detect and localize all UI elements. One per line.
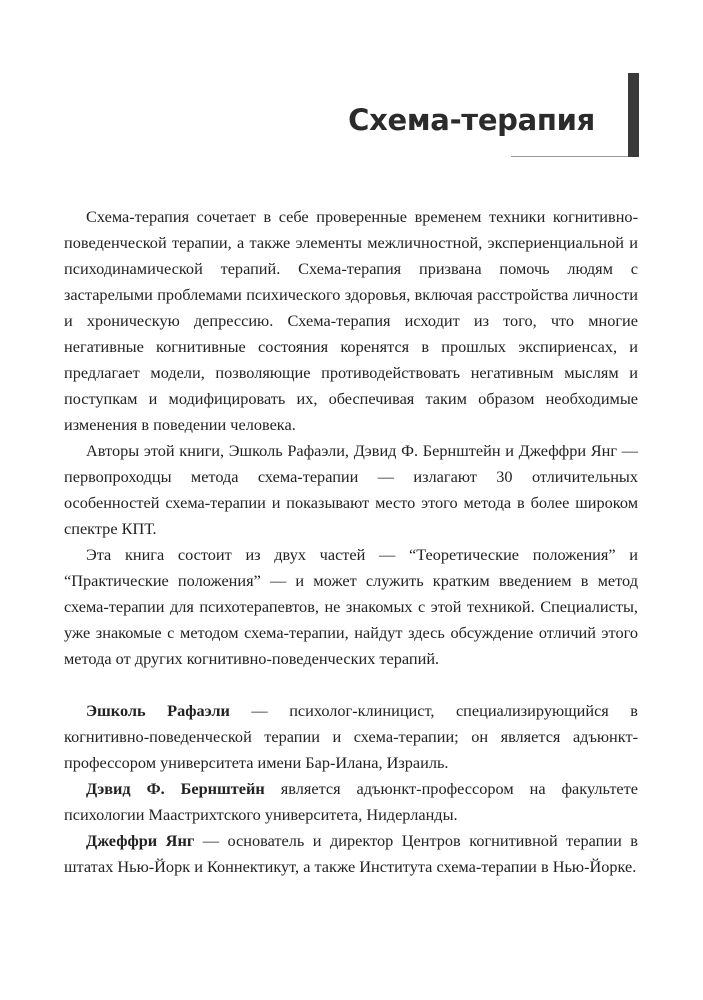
author-name: Дэвид Ф. Бернштейн — [86, 779, 265, 798]
description-paragraph-1: Схема-терапия сочетает в себе проверенные временем техники когнитивно-поведенческой терапии, а также элементы межличностной, экспериенциальной и психодинамической терапий. Схема-терапия призвана помочь людям с застарелыми проблемами психического здоровья, включая расстройства личности и хроническую депрессию. Схема-терапия исходит из того, что многие негативные когнитивные состояния коренятся в прошлых экспириенсах, и предлагает модели, позволяющие противодействовать негативным мыслям и поступкам и модифицировать их, обеспечивая таким образом необходимые изменения в поведении человека. — [64, 207, 638, 434]
author-description: — психолог-клиницист, специализирующийся в когнитивно-поведенческой терапии и схема-терапии; он является адъюнкт-профессором университета имени Бар-Илана, Израиль. — [64, 701, 638, 772]
description-paragraph-2: Авторы этой книги, Эшколь Рафаэли, Дэвид Ф. Бернштейн и Джеффри Янг — первопроходцы метода схема-терапии — излагают 30 отличительных особенностей схема-терапии и показывают место этого метода в более широком спектре КПТ. — [64, 441, 638, 538]
author-description: — основатель и директор Центров когнитивной терапии в штатах Нью-Йорк и Коннектикут, а также Института схема-терапии в Нью-Йорке. — [64, 831, 638, 876]
author-bio-young — [64, 828, 638, 880]
author-bio-rafaeli — [64, 698, 638, 776]
author-name: Эшколь Рафаэли — [86, 701, 230, 720]
page-title: Схема-терапия — [348, 103, 595, 137]
title-underline — [511, 156, 629, 157]
author-bios-block — [64, 698, 638, 880]
description-paragraph-3: Эта книга состоит из двух частей — “Теоретические положения” и “Практические положения” — и может служить кратким введением в метод схема-терапии для психотерапевтов, не знакомых с этой техникой. Специалисты, уже знакомые с методом схема-терапии, найдут здесь обсуждение отличий этого метода от других когнитивно-поведенческих терапий. — [64, 545, 638, 668]
author-bio-bernstein — [64, 776, 638, 828]
title-accent-bar — [628, 73, 639, 157]
description-block — [64, 204, 638, 672]
author-description: является адъюнкт-профессором на факультете психологии Маастрихтского университета, Нидерланды. — [64, 779, 639, 824]
author-name: Джеффри Янг — [86, 831, 195, 850]
